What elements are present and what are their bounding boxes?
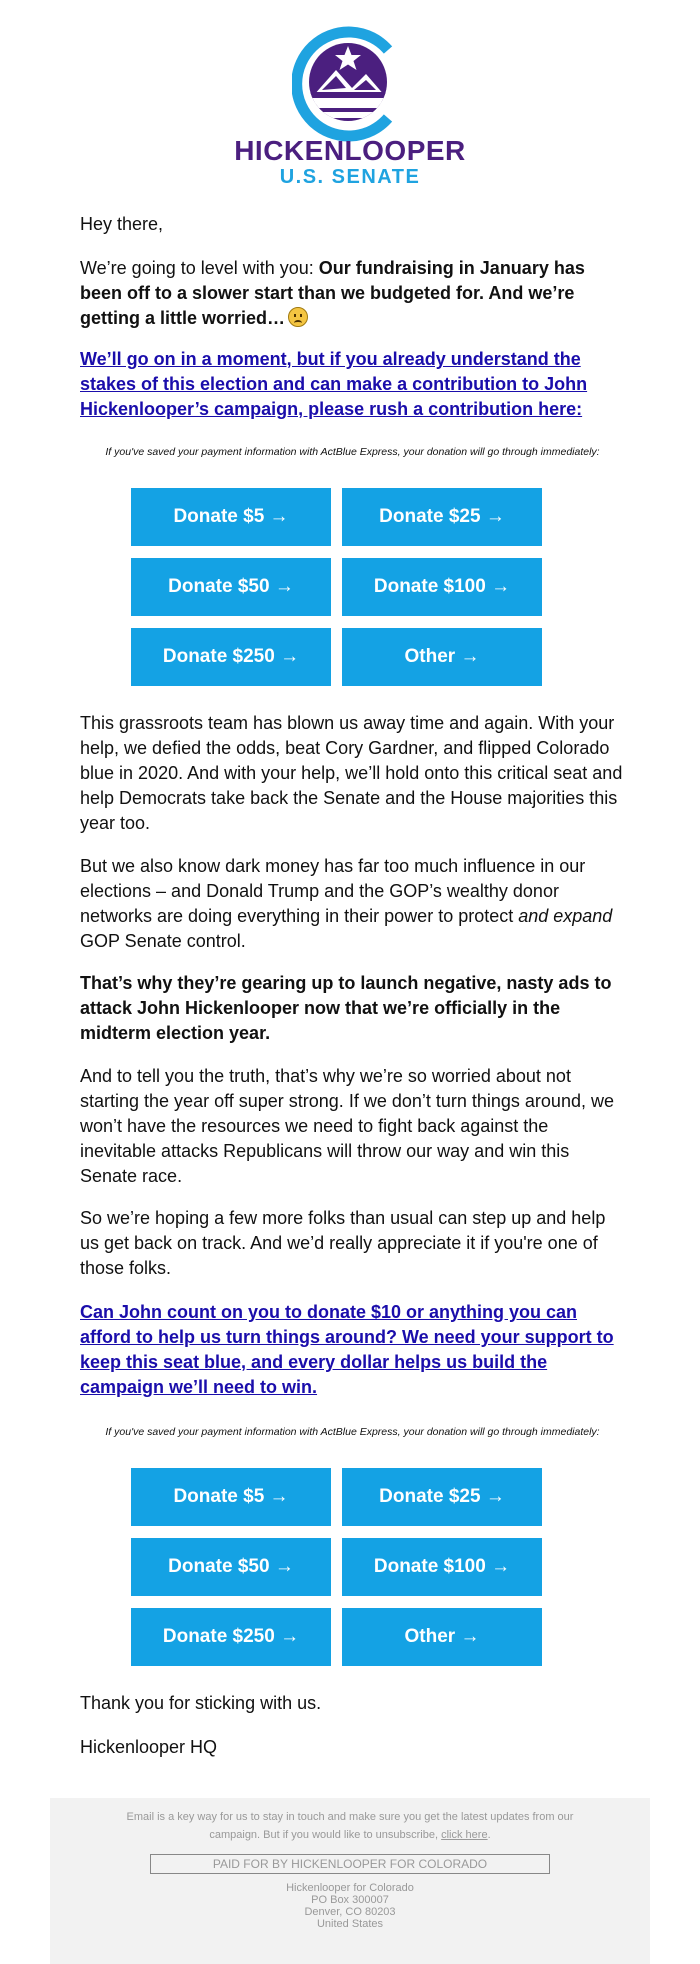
actblue-express-note: If you've saved your payment information with ActBlue Express, your donation will go through immediately: xyxy=(105,446,600,458)
address-line: PO Box 300007 xyxy=(311,1894,389,1906)
negative-ads-text: That’s why they’re gearing up to launch negative, nasty ads to attack John Hickenlooper now that we’re officially in the midterm election year. xyxy=(80,973,612,1043)
dark-money-emphasis: and expand xyxy=(518,906,613,926)
address-line: Hickenlooper for Colorado xyxy=(286,1882,414,1894)
intro-text: We’re going to level with you: xyxy=(80,258,319,278)
donate-100-button-2[interactable]: Donate $100 → xyxy=(342,1538,542,1596)
contribution-link-2[interactable]: Can John count on you to donate $10 or anything you can afford to help us turn things around? We need your support to keep this seat blue, and every dollar helps us build the campaign we’ll need to win. xyxy=(80,1302,614,1397)
dark-money-paragraph xyxy=(80,854,625,954)
donate-other-button-2[interactable]: Other → xyxy=(342,1608,542,1666)
negative-ads-paragraph xyxy=(80,971,625,1046)
signoff: Hickenlooper HQ xyxy=(80,1737,218,1757)
donate-other-button[interactable]: Other → xyxy=(342,628,542,686)
donate-100-button[interactable]: Donate $100 → xyxy=(342,558,542,616)
greeting: Hey there, xyxy=(80,214,164,234)
unsubscribe-link[interactable]: click here xyxy=(441,1829,488,1841)
worried-paragraph: And to tell you the truth, that’s why we’re so worried about not starting the year off super strong. If we don’t turn things around, we won’t have the resources we need to fight back against the inevitable attacks Republicans will throw our way and win this Senate race. xyxy=(80,1066,614,1186)
donate-50-button[interactable]: Donate $50 → xyxy=(131,558,331,616)
logo-subtitle: U.S. SENATE xyxy=(279,166,421,188)
donate-25-button[interactable]: Donate $25 → xyxy=(342,488,542,546)
grassroots-paragraph: This grassroots team has blown us away time and again. With your help, we defied the odds, beat Cory Gardner, and flipped Colorado blue in 2020. And with your help, we’ll hold onto this critical seat and help Democrats take back the Senate and the House majorities this year too. xyxy=(80,713,623,833)
footer-text: Email is a key way for us to stay in touch and make sure you get the latest updates from our campaign. But if you would like to unsubscribe, xyxy=(126,1811,574,1841)
donate-5-button-2[interactable]: Donate $5 → xyxy=(131,1468,331,1526)
donate-25-button-2[interactable]: Donate $25 → xyxy=(342,1468,542,1526)
intro-paragraph xyxy=(80,256,625,331)
donate-250-button[interactable]: Donate $250 → xyxy=(131,628,331,686)
intro-bold-text: Our fundraising in January has been off to a slower start than we budgeted for. And we’re getting a little worried… xyxy=(80,258,585,328)
logo-wordmark: HICKENLOOPER xyxy=(234,135,466,166)
donate-link-paragraph xyxy=(80,1300,625,1400)
footer-text-end: . xyxy=(487,1829,491,1841)
thank-you-text: Thank you for sticking with us. xyxy=(80,1693,322,1713)
address-line: United States xyxy=(316,1918,384,1930)
address-line: Denver, CO 80203 xyxy=(304,1906,396,1918)
footer-address xyxy=(50,1882,650,1930)
actblue-express-note-2: If you've saved your payment information with ActBlue Express, your donation will go through immediately: xyxy=(105,1426,600,1438)
campaign-logo xyxy=(0,26,700,186)
contribution-link-1[interactable]: We’ll go on in a moment, but if you already understand the stakes of this election and can make a contribution to John Hickenlooper’s campaign, please rush a contribution here: xyxy=(80,349,588,419)
worried-face-icon xyxy=(288,307,308,327)
dark-money-text-end: GOP Senate control. xyxy=(80,931,246,951)
donate-5-button[interactable]: Donate $5 → xyxy=(131,488,331,546)
contribution-link-paragraph xyxy=(80,347,625,422)
donate-50-button-2[interactable]: Donate $50 → xyxy=(131,1538,331,1596)
donate-250-button-2[interactable]: Donate $250 → xyxy=(131,1608,331,1666)
dark-money-text: But we also know dark money has far too much influence in our elections – and Donald Trump and the GOP’s wealthy donor networks are doing everything in their power to protect xyxy=(80,856,586,926)
step-up-paragraph: So we’re hoping a few more folks than usual can step up and help us get back on track. And we’d really appreciate it if you're one of those folks. xyxy=(80,1208,606,1278)
footer xyxy=(50,1798,650,1964)
mountain-star-logo-icon xyxy=(292,26,408,146)
footer-unsubscribe-text xyxy=(120,1808,580,1844)
paid-for-disclaimer: PAID FOR BY HICKENLOOPER FOR COLORADO xyxy=(150,1854,550,1874)
